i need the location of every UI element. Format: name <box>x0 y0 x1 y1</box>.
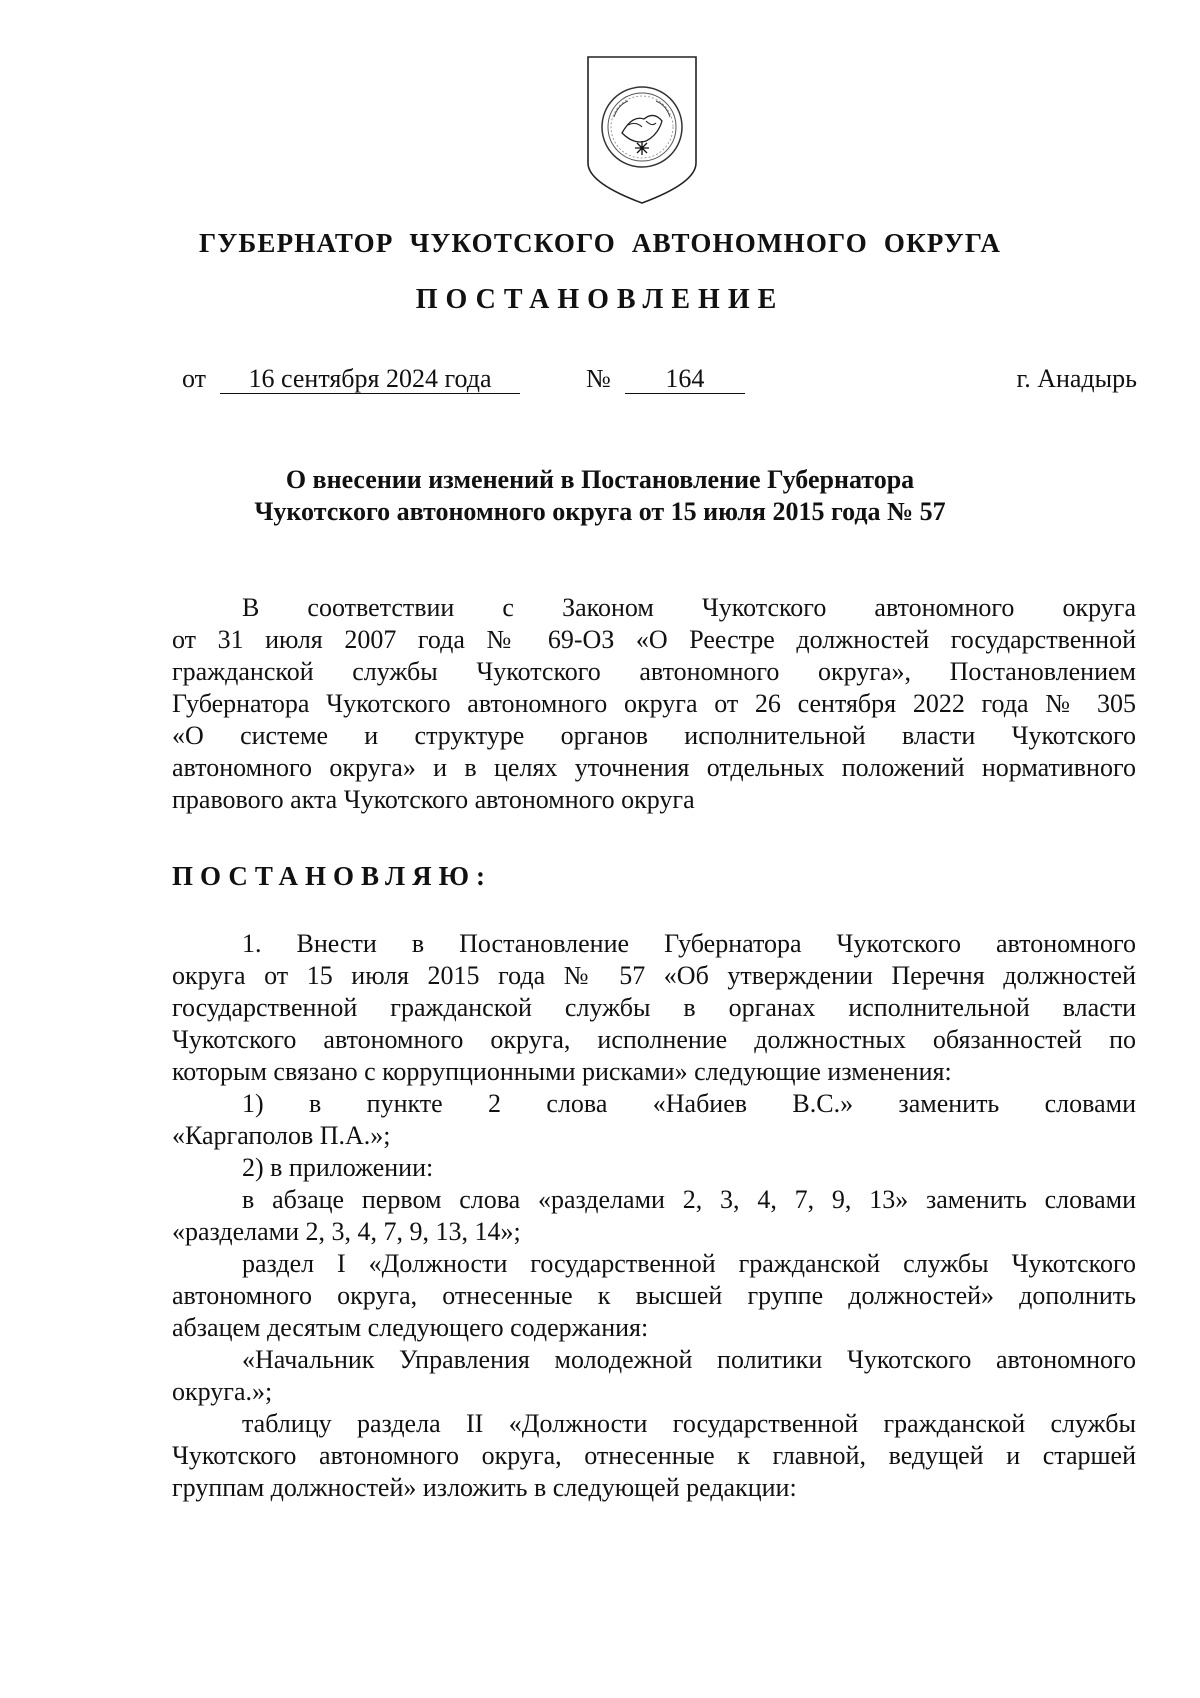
text-line: «Начальник Управления молодежной политики Чукотского автономного <box>242 1345 1136 1374</box>
text-line: 1) в пункте 2 слова «Набиев В.С.» заменить словами <box>242 1089 1136 1118</box>
text-line: Чукотского автономного округа, исполнение должностных обязанностей по <box>172 1025 1136 1054</box>
from-label: от <box>182 364 207 393</box>
document-date: 16 сентября 2024 года <box>220 365 520 394</box>
text-line: правового акта Чукотского автономного округа <box>172 785 695 814</box>
city: г. Анадырь <box>1016 364 1137 393</box>
document-type: ПОСТАНОВЛЕНИЕ <box>415 284 785 315</box>
text-line: «Каргаполов П.А.»; <box>172 1121 391 1150</box>
text-line: в абзаце первом слова «разделами 2, 3, 4, 7, 9, 13» заменить словами <box>242 1185 1136 1214</box>
text-line: от 31 июля 2007 года № 69-ОЗ «О Реестре должностей государственной <box>172 625 1136 654</box>
text-line: округа от 15 июля 2015 года № 57 «Об утверждении Перечня должностей <box>172 961 1136 990</box>
issuing-authority: ГУБЕРНАТОР ЧУКОТСКОГО АВТОНОМНОГО ОКРУГА <box>198 228 1002 258</box>
text-line: гражданской службы Чукотского автономного округа», Постановлением <box>172 657 1136 686</box>
text-line: В соответствии с Законом Чукотского автономного округа <box>242 593 1136 622</box>
document-number: 164 <box>625 365 745 394</box>
preamble-paragraph <box>172 592 1136 816</box>
text-line: 2) в приложении: <box>242 1153 434 1182</box>
text-line: абзацем десятым следующего содержания: <box>172 1313 649 1342</box>
text-line: округа.»; <box>172 1377 273 1406</box>
number-label: № <box>586 364 611 393</box>
decree-word: ПОСТАНОВЛЯЮ: <box>172 861 492 891</box>
subject-line: О внесении изменений в Постановление Губернатора <box>285 465 915 494</box>
text-line: государственной гражданской службы в органах исполнительной власти <box>172 993 1136 1022</box>
text-line: Чукотского автономного округа, отнесенные к главной, ведущей и старшей <box>172 1441 1136 1470</box>
text-line: автономного округа» и в целях уточнения отдельных положений нормативного <box>172 753 1136 782</box>
coat-of-arms-icon <box>584 55 700 205</box>
text-line: раздел I «Должности государственной гражданской службы Чукотского <box>242 1249 1136 1278</box>
subject-line: Чукотского автономного округа от 15 июля 2015 года № 57 <box>254 497 946 526</box>
text-line: «разделами 2, 3, 4, 7, 9, 13, 14»; <box>172 1217 521 1246</box>
document-subject <box>0 464 1200 528</box>
text-line: которым связано с коррупционными рисками» следующие изменения: <box>172 1057 952 1086</box>
text-line: Губернатора Чукотского автономного округа от 26 сентября 2022 года № 305 <box>172 689 1136 718</box>
text-line: 1. Внести в Постановление Губернатора Чукотского автономного <box>242 929 1136 958</box>
text-line: таблицу раздела II «Должности государственной гражданской службы <box>242 1409 1136 1438</box>
text-line: группам должностей» изложить в следующей редакции: <box>172 1473 797 1502</box>
decree-item-1 <box>172 928 1136 1504</box>
text-line: «О системе и структуре органов исполнительной власти Чукотского <box>172 721 1136 750</box>
text-line: автономного округа, отнесенные к высшей группе должностей» дополнить <box>172 1281 1136 1310</box>
